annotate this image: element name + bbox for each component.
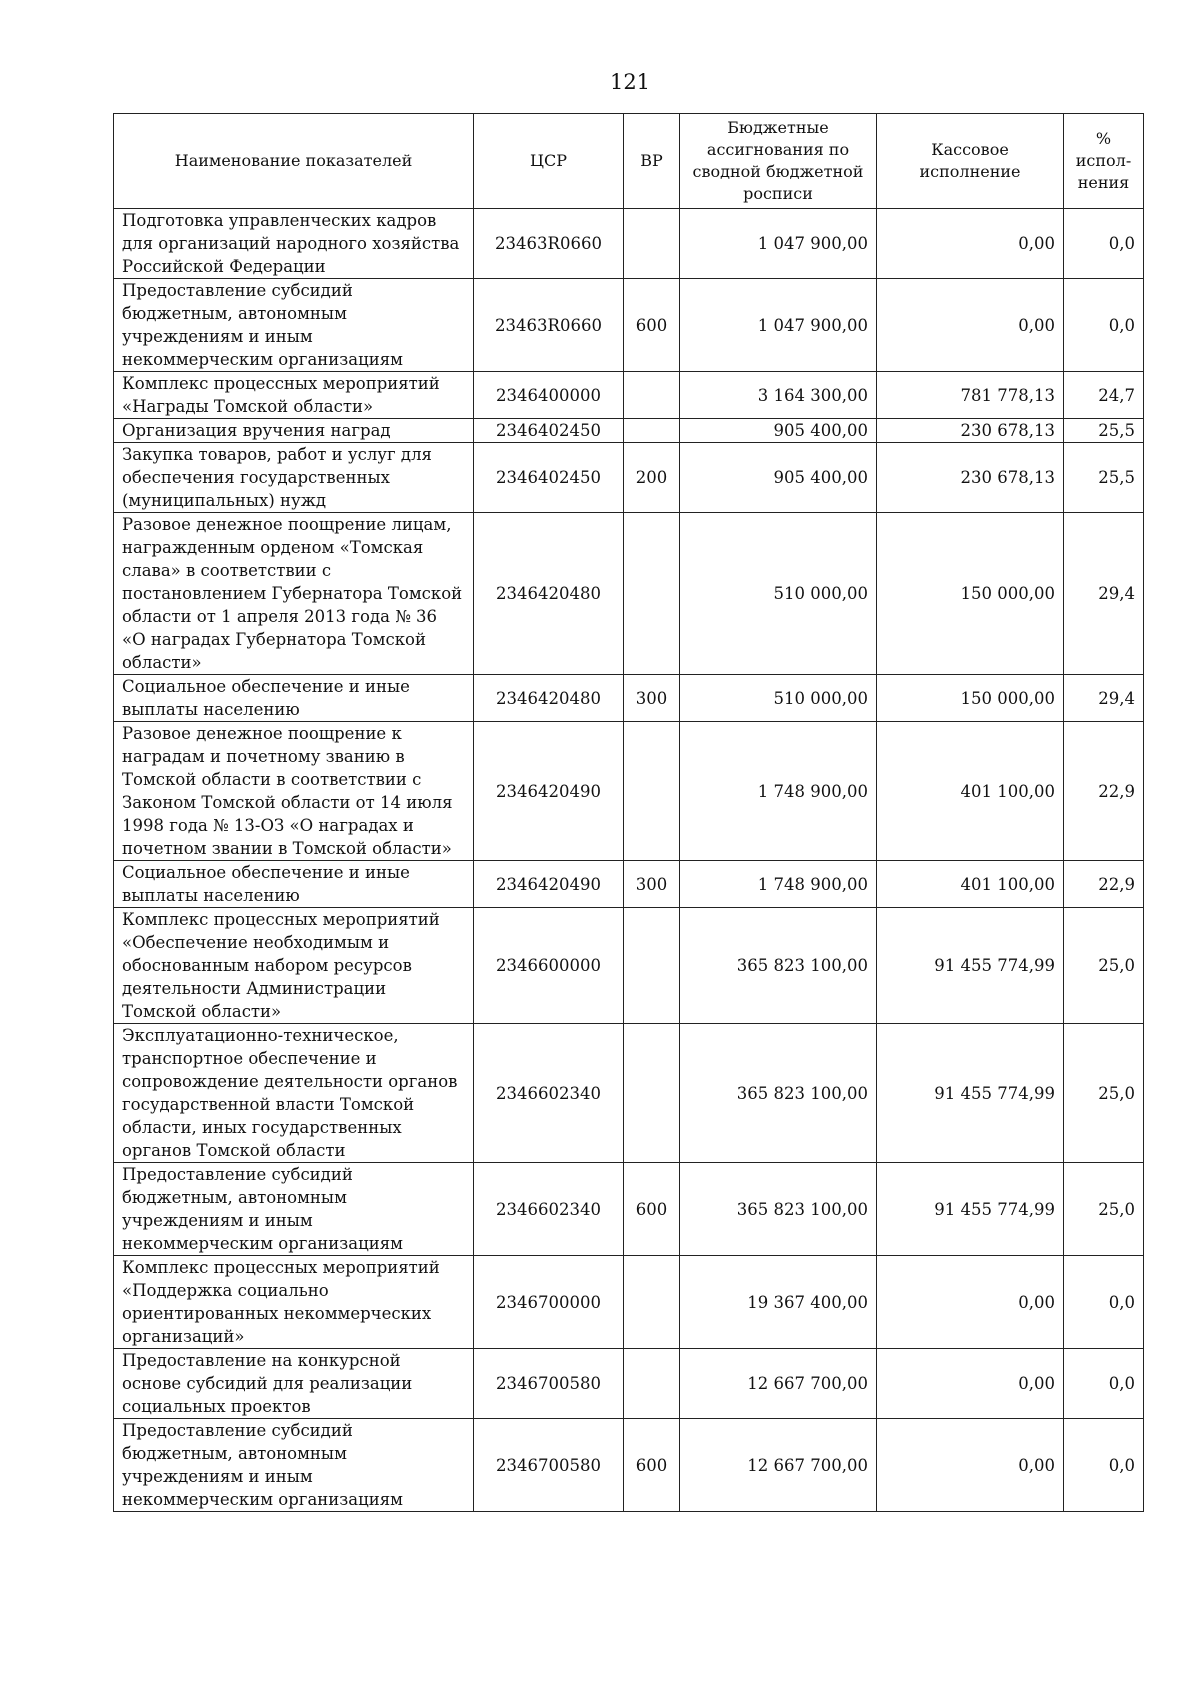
- row-cash-cell: 0,00: [877, 1419, 1064, 1512]
- row-budget-cell: 365 823 100,00: [680, 1024, 877, 1163]
- row-name-cell: Подготовка управленческих кадров для организаций народного хозяйства Российской Федерации: [114, 209, 474, 279]
- table-row: [114, 1163, 1144, 1256]
- row-vr-cell: [624, 722, 680, 861]
- row-csr-cell: 2346402450: [474, 443, 624, 513]
- row-name-cell: Закупка товаров, работ и услуг для обеспечения государственных (муниципальных) нужд: [114, 443, 474, 513]
- row-cash-cell: 0,00: [877, 279, 1064, 372]
- row-name-cell: Разовое денежное поощрение к наградам и почетному званию в Томской области в соответствии с Законом Томской области от 14 июля 1998 года № 13-ОЗ «О наградах и почетном звании в Томской области»: [114, 722, 474, 861]
- row-pct-cell: 0,0: [1064, 209, 1144, 279]
- row-vr-cell: 600: [624, 1419, 680, 1512]
- row-pct-cell: 22,9: [1064, 722, 1144, 861]
- header-vr: ВР: [624, 114, 680, 209]
- row-pct-cell: 25,0: [1064, 1024, 1144, 1163]
- row-cash-cell: 781 778,13: [877, 372, 1064, 419]
- row-vr-cell: [624, 908, 680, 1024]
- row-cash-cell: 150 000,00: [877, 513, 1064, 675]
- row-budget-cell: 19 367 400,00: [680, 1256, 877, 1349]
- budget-table: [113, 113, 1144, 1512]
- row-budget-cell: 365 823 100,00: [680, 1163, 877, 1256]
- row-csr-cell: 2346700580: [474, 1349, 624, 1419]
- row-pct-cell: 0,0: [1064, 279, 1144, 372]
- row-name-cell: Комплекс процессных мероприятий «Награды Томской области»: [114, 372, 474, 419]
- row-vr-cell: [624, 1349, 680, 1419]
- row-budget-cell: 1 047 900,00: [680, 279, 877, 372]
- row-pct-cell: 0,0: [1064, 1256, 1144, 1349]
- row-vr-cell: [624, 209, 680, 279]
- table-row: [114, 1349, 1144, 1419]
- header-cash: Кассовое исполнение: [877, 114, 1064, 209]
- header-budget: Бюджетные ассигнования по сводной бюджетной росписи: [680, 114, 877, 209]
- table-row: [114, 675, 1144, 722]
- row-pct-cell: 29,4: [1064, 513, 1144, 675]
- table-row: [114, 209, 1144, 279]
- row-cash-cell: 230 678,13: [877, 443, 1064, 513]
- row-pct-cell: 22,9: [1064, 861, 1144, 908]
- row-pct-cell: 24,7: [1064, 372, 1144, 419]
- row-csr-cell: 2346700580: [474, 1419, 624, 1512]
- row-budget-cell: 365 823 100,00: [680, 908, 877, 1024]
- row-csr-cell: 23463R0660: [474, 209, 624, 279]
- row-cash-cell: 150 000,00: [877, 675, 1064, 722]
- row-cash-cell: 0,00: [877, 209, 1064, 279]
- table-row: [114, 443, 1144, 513]
- row-budget-cell: 905 400,00: [680, 419, 877, 443]
- row-vr-cell: 200: [624, 443, 680, 513]
- row-name-cell: Предоставление на конкурсной основе субсидий для реализации социальных проектов: [114, 1349, 474, 1419]
- table-row: [114, 513, 1144, 675]
- row-name-cell: Предоставление субсидий бюджетным, автономным учреждениям и иным некоммерческим организациям: [114, 279, 474, 372]
- row-vr-cell: [624, 1024, 680, 1163]
- row-csr-cell: 2346402450: [474, 419, 624, 443]
- table-row: [114, 419, 1144, 443]
- table-row: [114, 1024, 1144, 1163]
- row-budget-cell: 3 164 300,00: [680, 372, 877, 419]
- row-vr-cell: 600: [624, 1163, 680, 1256]
- table-row: [114, 861, 1144, 908]
- row-cash-cell: 401 100,00: [877, 861, 1064, 908]
- row-csr-cell: 2346420490: [474, 861, 624, 908]
- row-pct-cell: 0,0: [1064, 1419, 1144, 1512]
- row-pct-cell: 29,4: [1064, 675, 1144, 722]
- row-csr-cell: 2346420480: [474, 513, 624, 675]
- row-cash-cell: 401 100,00: [877, 722, 1064, 861]
- row-name-cell: Социальное обеспечение и иные выплаты населению: [114, 861, 474, 908]
- row-cash-cell: 91 455 774,99: [877, 908, 1064, 1024]
- row-name-cell: Комплекс процессных мероприятий «Поддержка социально ориентированных некоммерческих организаций»: [114, 1256, 474, 1349]
- table-row: [114, 279, 1144, 372]
- row-name-cell: Предоставление субсидий бюджетным, автономным учреждениям и иным некоммерческим организациям: [114, 1163, 474, 1256]
- row-cash-cell: 230 678,13: [877, 419, 1064, 443]
- row-csr-cell: 2346400000: [474, 372, 624, 419]
- table-row: [114, 908, 1144, 1024]
- row-pct-cell: 25,0: [1064, 1163, 1144, 1256]
- row-csr-cell: 2346700000: [474, 1256, 624, 1349]
- table-row: [114, 372, 1144, 419]
- table-row: [114, 722, 1144, 861]
- row-pct-cell: 25,5: [1064, 419, 1144, 443]
- header-row: [114, 114, 1144, 209]
- row-budget-cell: 1 748 900,00: [680, 861, 877, 908]
- row-csr-cell: 2346420480: [474, 675, 624, 722]
- row-csr-cell: 23463R0660: [474, 279, 624, 372]
- row-budget-cell: 12 667 700,00: [680, 1349, 877, 1419]
- row-vr-cell: [624, 419, 680, 443]
- row-cash-cell: 91 455 774,99: [877, 1163, 1064, 1256]
- row-pct-cell: 25,0: [1064, 908, 1144, 1024]
- row-budget-cell: 12 667 700,00: [680, 1419, 877, 1512]
- header-csr: ЦСР: [474, 114, 624, 209]
- row-budget-cell: 1 748 900,00: [680, 722, 877, 861]
- table-row: [114, 1419, 1144, 1512]
- row-name-cell: Предоставление субсидий бюджетным, автономным учреждениям и иным некоммерческим организациям: [114, 1419, 474, 1512]
- row-csr-cell: 2346600000: [474, 908, 624, 1024]
- row-vr-cell: 600: [624, 279, 680, 372]
- row-csr-cell: 2346602340: [474, 1024, 624, 1163]
- row-pct-cell: 25,5: [1064, 443, 1144, 513]
- page-number: 121: [609, 70, 651, 94]
- row-budget-cell: 905 400,00: [680, 443, 877, 513]
- header-pct: % испол-нения: [1064, 114, 1144, 209]
- row-pct-cell: 0,0: [1064, 1349, 1144, 1419]
- row-vr-cell: [624, 513, 680, 675]
- row-cash-cell: 0,00: [877, 1256, 1064, 1349]
- row-name-cell: Организация вручения наград: [114, 419, 474, 443]
- table-header: [114, 114, 1144, 209]
- row-budget-cell: 510 000,00: [680, 513, 877, 675]
- row-budget-cell: 510 000,00: [680, 675, 877, 722]
- row-name-cell: Эксплуатационно-техническое, транспортное обеспечение и сопровождение деятельности органов государственной власти Томской области, иных государственных органов Томской области: [114, 1024, 474, 1163]
- row-cash-cell: 0,00: [877, 1349, 1064, 1419]
- row-vr-cell: [624, 372, 680, 419]
- table-row: [114, 1256, 1144, 1349]
- row-csr-cell: 2346602340: [474, 1163, 624, 1256]
- row-vr-cell: [624, 1256, 680, 1349]
- row-vr-cell: 300: [624, 861, 680, 908]
- row-name-cell: Разовое денежное поощрение лицам, награжденным орденом «Томская слава» в соответствии с постановлением Губернатора Томской области от 1 апреля 2013 года № 36 «О наградах Губернатора Томской области»: [114, 513, 474, 675]
- row-budget-cell: 1 047 900,00: [680, 209, 877, 279]
- row-name-cell: Комплекс процессных мероприятий «Обеспечение необходимым и обоснованным набором ресурсов деятельности Администрации Томской области»: [114, 908, 474, 1024]
- header-name: Наименование показателей: [114, 114, 474, 209]
- row-name-cell: Социальное обеспечение и иные выплаты населению: [114, 675, 474, 722]
- row-csr-cell: 2346420490: [474, 722, 624, 861]
- row-cash-cell: 91 455 774,99: [877, 1024, 1064, 1163]
- row-vr-cell: 300: [624, 675, 680, 722]
- table-body: [114, 209, 1144, 1512]
